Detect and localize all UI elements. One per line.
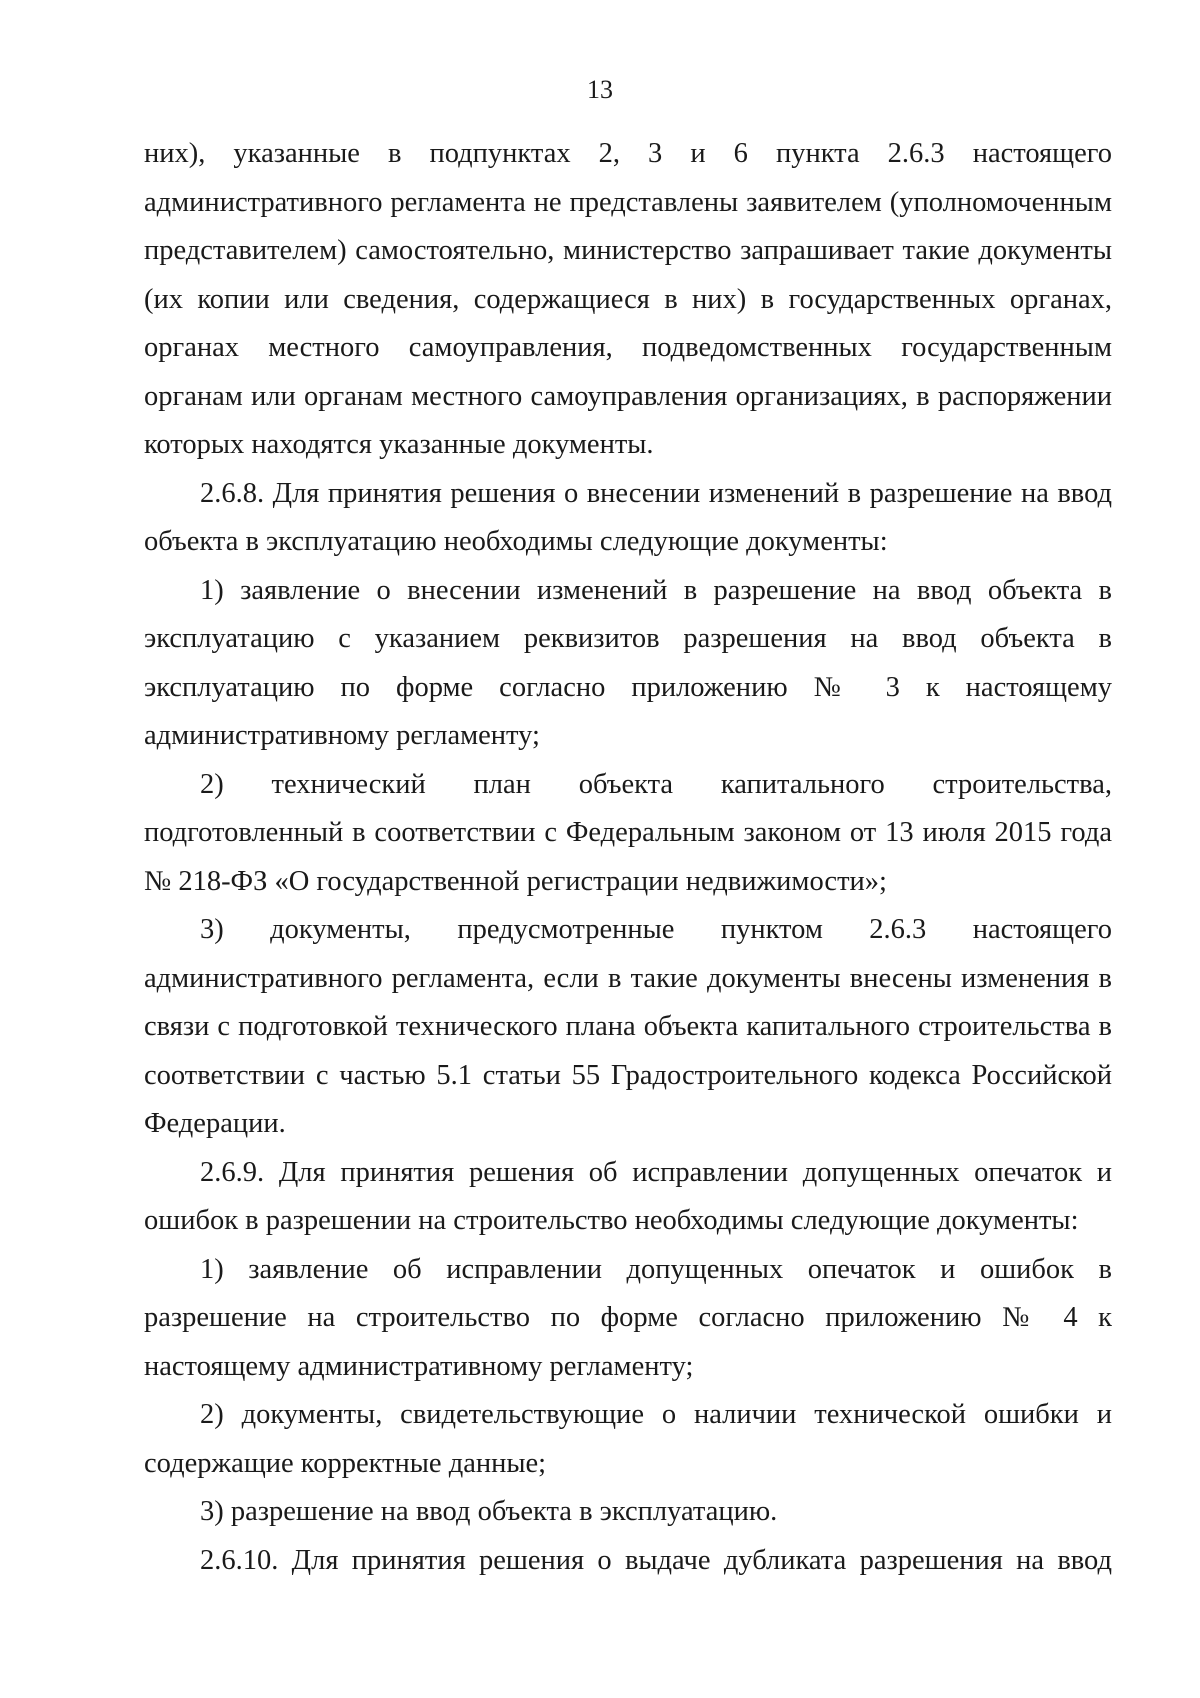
page-number: 13 — [587, 75, 613, 104]
paragraph-2-6-10: 2.6.10. Для принятия решения о выдаче дубликата разрешения на ввод — [200, 1544, 1112, 1576]
paragraph-2-6-8-item-1: 1) заявление о внесении изменений в разрешение на ввод объекта в эксплуатацию с указанием реквизитов разрешения на ввод объекта в эксплуатацию по форме согласно приложению № 3 к настоящему административному регламенту; — [144, 574, 1112, 751]
paragraph-2-6-8-item-2: 2) технический план объекта капитального строительства, подготовленный в соответствии с Федеральным законом от 13 июля 2015 года № 218-ФЗ «О государственной регистрации недвижимости»; — [144, 768, 1112, 897]
paragraph-continuation-2-6-7: них), указанные в подпунктах 2, 3 и 6 пункта 2.6.3 настоящего административного регламента не представлены заявителем (уполномоченным представителем) самостоятельно, министерство запрашивает такие документы (их копии или сведения, содержащиеся в них) в государственных органах, органах местного самоуправления, подведомственных государственным органам или органам местного самоуправления организациях, в распоряжении которых находятся указанные документы. — [144, 138, 1112, 460]
paragraph-2-6-8-item-3: 3) документы, предусмотренные пунктом 2.6.3 настоящего административного регламента, если в такие документы внесены изменения в связи с подготовкой технического плана объекта капитального строительства в соответствии с частью 5.1 статьи 55 Градостроительного кодекса Российской Федерации. — [144, 914, 1112, 1139]
paragraph-2-6-9-item-1: 1) заявление об исправлении допущенных опечаток и ошибок в разрешение на строительство по форме согласно приложению № 4 к настоящему административному регламенту; — [144, 1253, 1112, 1382]
paragraph-2-6-9-item-3: 3) разрешение на ввод объекта в эксплуатацию. — [200, 1496, 778, 1527]
paragraph-2-6-9-item-2: 2) документы, свидетельствующие о наличии технической ошибки и содержащие корректные данные; — [144, 1399, 1112, 1479]
paragraph-2-6-9: 2.6.9. Для принятия решения об исправлении допущенных опечаток и ошибок в разрешении на строительство необходимы следующие документы: — [144, 1156, 1112, 1236]
document-body — [144, 130, 1112, 1585]
paragraph-2-6-8: 2.6.8. Для принятия решения о внесении изменений в разрешение на ввод объекта в эксплуатацию необходимы следующие документы: — [144, 477, 1112, 557]
